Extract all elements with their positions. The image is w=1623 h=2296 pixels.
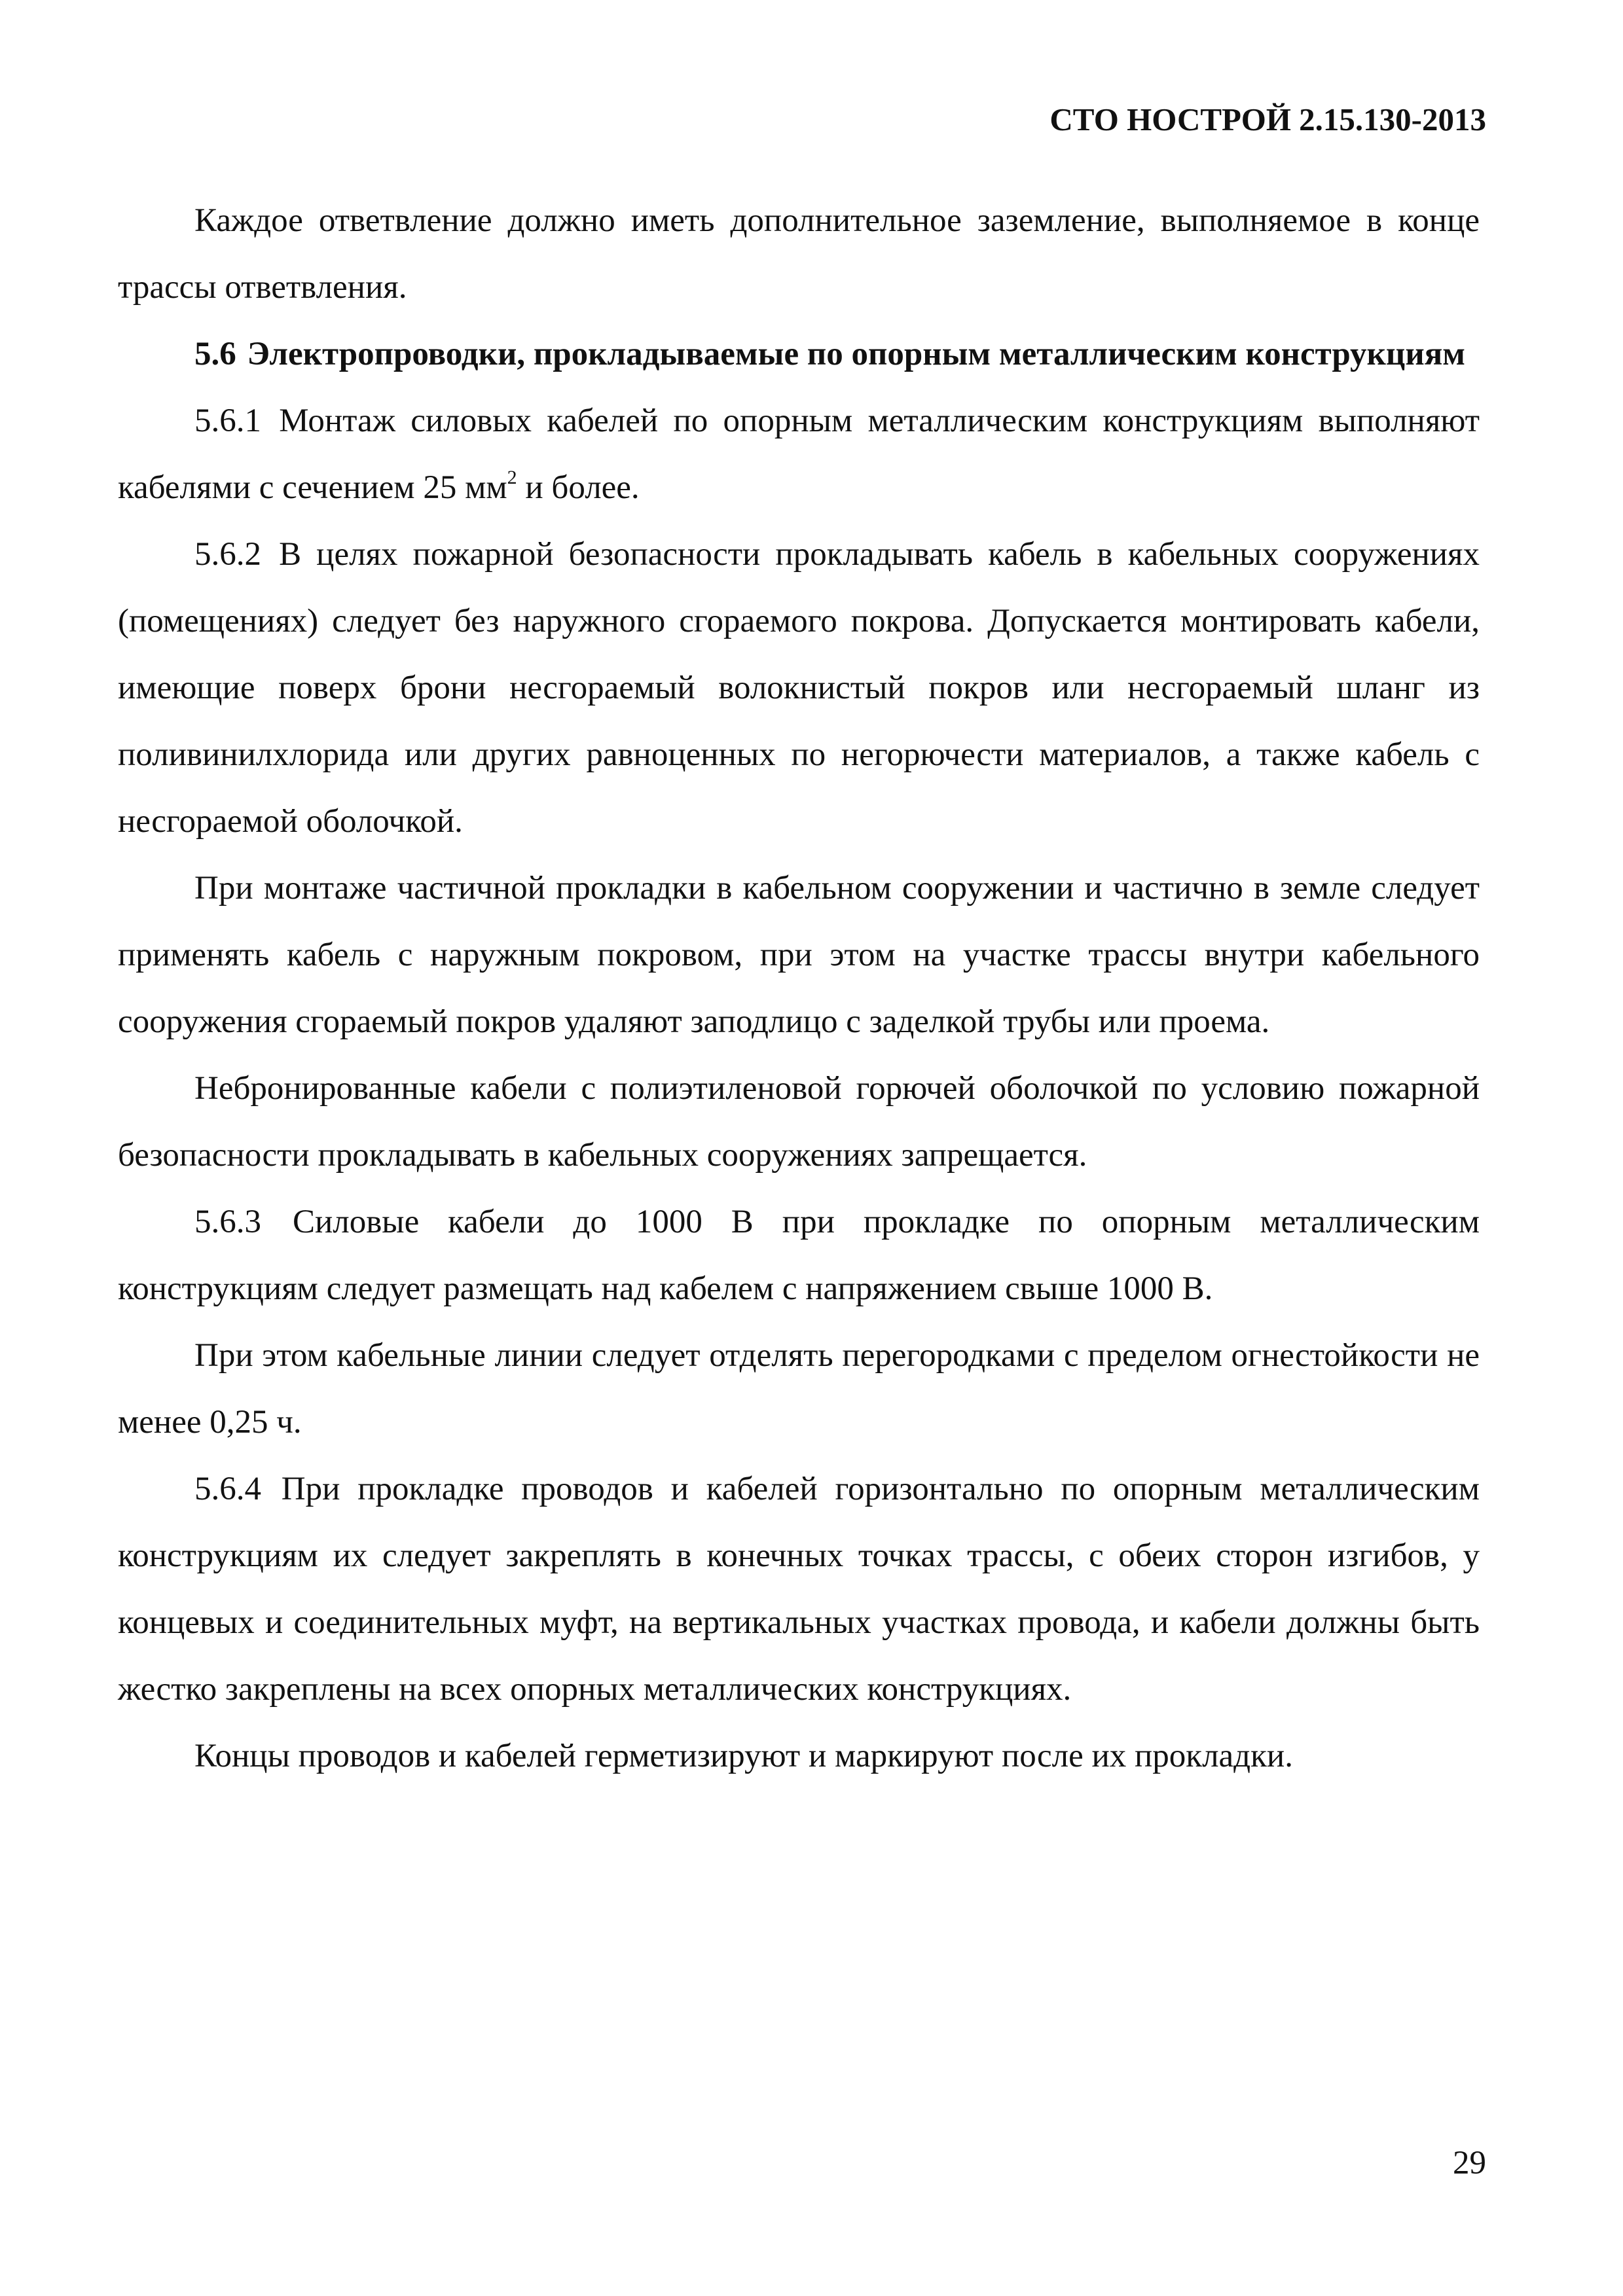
clause-text: Монтаж силовых кабелей по опорным металлическим конструкциям выполняют кабелями с сечением 25 мм xyxy=(118,403,1480,506)
clause-number: 5.6.4 xyxy=(194,1471,261,1507)
clause-number: 5.6.1 xyxy=(194,403,261,439)
document-body xyxy=(118,187,1480,1789)
paragraph-partitions: При этом кабельные линии следует отделять перегородками с пределом огнестойкости не менее 0,25 ч. xyxy=(118,1337,1480,1441)
clause-5-6-4 xyxy=(118,1456,1480,1723)
clause-text-end: и более. xyxy=(517,469,640,506)
clause-5-6-1 xyxy=(118,387,1480,521)
clause-text: В целях пожарной безопасности прокладывать кабель в кабельных сооружениях (помещениях) следует без наружного сгораемого покрова. Допускается монтировать кабели, имеющие поверх брони несгораемый волокнистый покров или несгораемый шланг из поливинилхлорида или других равноценных по негорючести материалов, а также кабель с несгораемой оболочкой. xyxy=(118,536,1480,840)
section-title: Электропроводки, прокладываемые по опорным металлическим конструкциям xyxy=(247,336,1466,372)
clause-number: 5.6.3 xyxy=(194,1204,261,1240)
clause-number: 5.6.2 xyxy=(194,536,261,573)
paragraph-unarmored-cables: Небронированные кабели с полиэтиленовой горючей оболочкой по условию пожарной безопасности прокладывать в кабельных сооружениях запрещается. xyxy=(118,1070,1480,1174)
page-number: 29 xyxy=(1453,2145,1486,2181)
document-code-header: СТО НОСТРОЙ 2.15.130-2013 xyxy=(1049,101,1486,137)
clause-5-6-3 xyxy=(118,1189,1480,1322)
paragraph-branch-grounding: Каждое ответвление должно иметь дополнительное заземление, выполняемое в конце трассы ответвления. xyxy=(118,202,1480,306)
section-heading-5-6 xyxy=(118,321,1480,387)
section-number: 5.6 xyxy=(194,336,236,372)
paragraph-cable-ends: Концы проводов и кабелей герметизируют и маркируют после их прокладки. xyxy=(194,1738,1293,1774)
clause-5-6-2 xyxy=(118,521,1480,855)
superscript: 2 xyxy=(507,467,517,488)
clause-text: Силовые кабели до 1000 В при прокладке по опорным металлическим конструкциям следует размещать над кабелем с напряжением свыше 1000 В. xyxy=(118,1204,1480,1307)
clause-text: При прокладке проводов и кабелей горизонтально по опорным металлическим конструкциям их следует закреплять в конечных точках трассы, с обеих сторон изгибов, у концевых и соединительных муфт, на вертикальных участках провода, и кабели должны быть жестко закреплены на всех опорных металлических конструкциях. xyxy=(118,1471,1480,1708)
paragraph-partial-laying: При монтаже частичной прокладки в кабельном сооружении и частично в земле следует применять кабель с наружным покровом, при этом на участке трассы внутри кабельного сооружения сгораемый покров удаляют заподлицо с заделкой трубы или проема. xyxy=(118,870,1480,1040)
